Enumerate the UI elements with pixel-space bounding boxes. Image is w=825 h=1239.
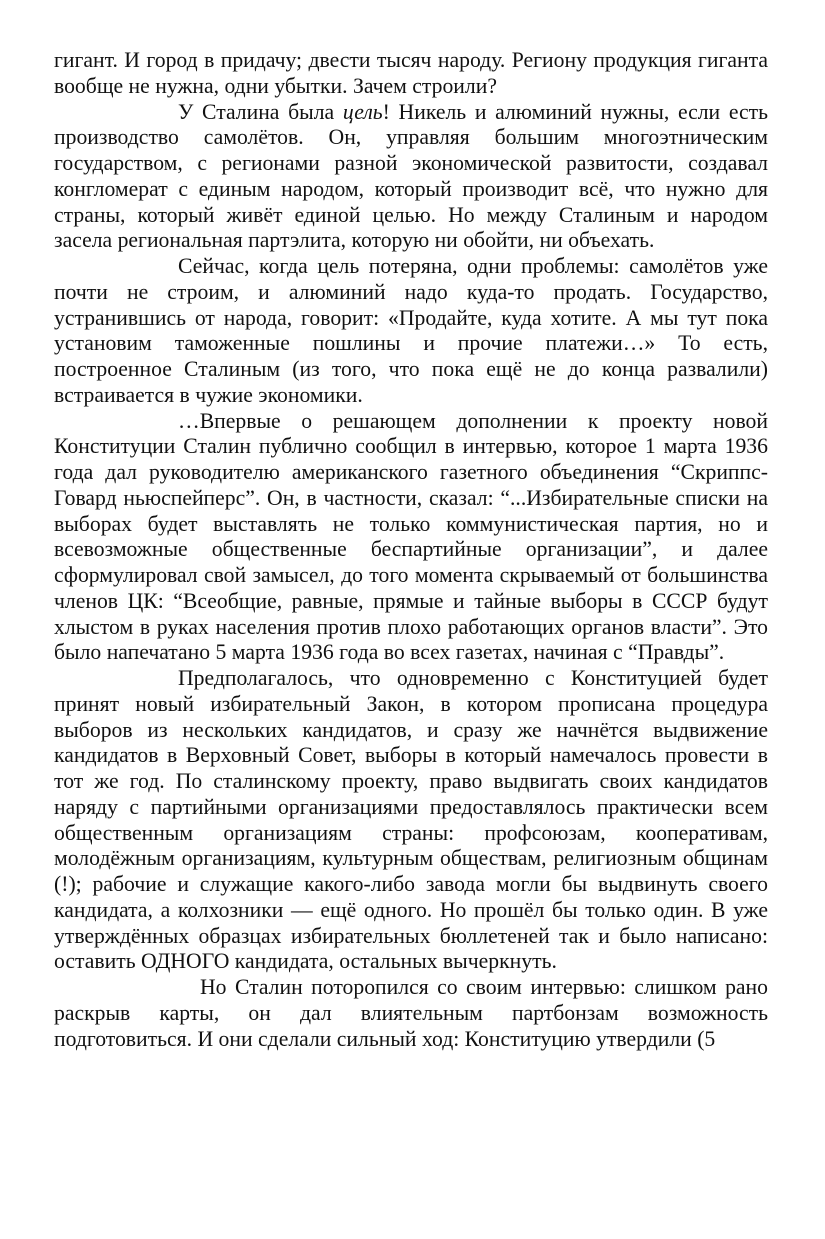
- document-page: [54, 48, 768, 1052]
- paragraph-continuation: гигант. И город в придачу; двести тысяч народу. Региону продукция гиганта вообще не нужна, одни убытки. Зачем строили?: [54, 48, 768, 98]
- emphasis-text: цель: [342, 99, 383, 124]
- paragraph-stalin-hurried: Но Сталин поторопился со своим интервью: слишком рано раскрыв карты, он дал влиятельным партбонзам возможность подготовиться. И они сделали сильный ход: Конституцию утвердили (5: [54, 975, 768, 1051]
- paragraph-interview: …Впервые о решающем дополнении к проекту новой Конституции Сталин публично сообщил в интервью, которое 1 марта 1936 года дал руководителю американского газетного объединения “Скриппс-Говард ньюспейперс”. Он, в частности, сказал: “...Избирательные списки на выборах будет выставлять не только коммунистическая партия, но и всевозможные общественные беспартийные организации”, и далее сформулировал свой замысел, до того момента скрываемый от большинства членов ЦК: “Всеобщие, равные, прямые и тайные выборы в СССР будут хлыстом в руках населения против плохо работающих органов власти”. Это было напечатано 5 марта 1936 года во всех газетах, начиная с “Правды”.: [54, 408, 768, 665]
- paragraph-text: ! Никель и алюминий нужны, если есть производство самолётов. Он, управляя большим многоэтническим государством, с регионами разной экономической развитости, создавал конгломерат с единым народом, который производит всё, что нужно для страны, который живёт единой целью. Но между Сталиным и народом засела региональная партэлита, которую ни обойти, ни объехать.: [54, 99, 769, 253]
- paragraph-election-law: Предполагалось, что одновременно с Конституцией будет принят новый избирательный Закон, в котором прописана процедура выборов из нескольких кандидатов, и сразу же начнётся выдвижение кандидатов в Верховный Совет, выборы в который намечалось провести в тот же год. По сталинскому проекту, право выдвигать своих кандидатов наряду с партийными организациями предоставлялось практически всем общественным организациям страны: профсоюзам, кооперативам, молодёжным организациям, культурным обществам, религиозным общинам (!); рабочие и служащие какого-либо завода могли бы выдвинуть своего кандидата, а колхозники — ещё одного. Но прошёл бы только один. В уже утверждённых образцах избирательных бюллетеней так и было написано: оставить ОДНОГО кандидата, остальных вычеркнуть.: [54, 666, 768, 974]
- paragraph-goal-lost: Сейчас, когда цель потеряна, одни проблемы: самолётов уже почти не строим, и алюминий надо куда-то продать. Государство, устранившись от народа, говорит: «Продайте, куда хотите. А мы тут пока установим таможенные пошлины и прочие платежи…» То есть, построенное Сталиным (из того, что пока ещё не до конца развалили) встраивается в чужие экономики.: [54, 254, 768, 407]
- paragraph-stalin-goal: [54, 100, 768, 255]
- paragraph-text: У Сталина была: [178, 99, 343, 124]
